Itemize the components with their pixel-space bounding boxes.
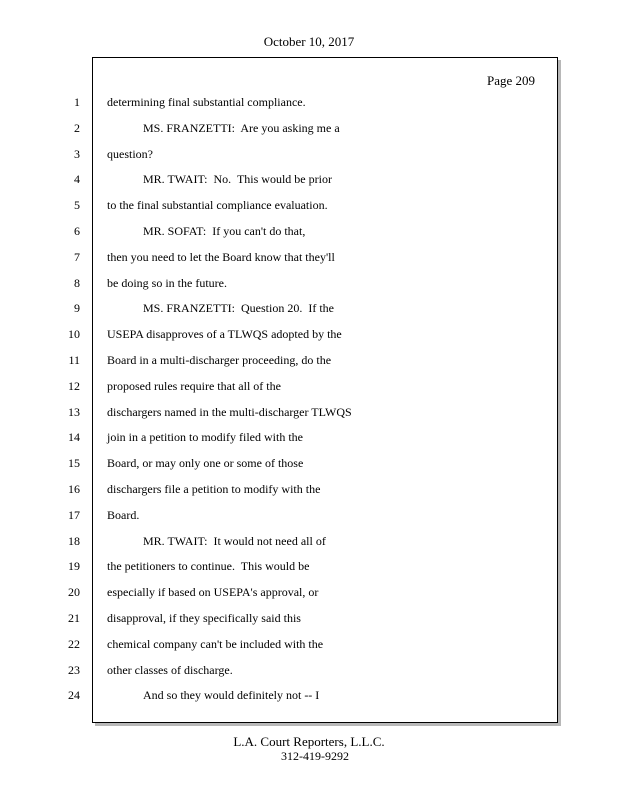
line-text: Board in a multi-discharger proceeding, do the: [107, 353, 332, 367]
line-text: chemical company can't be included with the: [107, 637, 324, 651]
line-text: dischargers file a petition to modify with the: [107, 482, 321, 496]
line-number: 17: [68, 508, 80, 522]
line-text: MS. FRANZETTI: Question 20. If the: [143, 301, 334, 315]
line-number: 23: [68, 663, 80, 677]
page-number: Page 209: [486, 73, 535, 88]
line-number: 2: [74, 121, 80, 135]
line-text: question?: [107, 147, 153, 161]
line-text: disapproval, if they specifically said this: [107, 611, 301, 625]
line-text: proposed rules require that all of the: [107, 379, 281, 393]
line-number: 6: [74, 224, 80, 238]
line-text: other classes of discharge.: [107, 663, 233, 677]
line-number: 5: [74, 198, 80, 212]
line-text: MR. TWAIT: No. This would be prior: [143, 172, 332, 186]
line-number: 22: [68, 637, 80, 651]
line-number: 1: [74, 95, 80, 109]
line-text: determining final substantial compliance.: [107, 95, 306, 109]
line-number: 14: [68, 430, 80, 444]
line-text: MR. TWAIT: It would not need all of: [143, 534, 326, 548]
line-number: 24: [68, 688, 80, 702]
line-text: especially if based on USEPA's approval, or: [107, 585, 319, 599]
line-text: then you need to let the Board know that they'll: [107, 250, 335, 264]
line-number: 4: [74, 172, 80, 186]
line-number: 20: [68, 585, 80, 599]
line-text: dischargers named in the multi-discharger TLWQS: [107, 405, 352, 419]
line-number: 11: [68, 353, 80, 367]
line-text: And so they would definitely not -- I: [143, 688, 320, 702]
line-number: 21: [68, 611, 80, 625]
line-text: to the final substantial compliance evaluation.: [107, 198, 328, 212]
line-number: 7: [74, 250, 80, 264]
line-number: 19: [68, 559, 80, 573]
line-number: 18: [68, 534, 80, 548]
line-number: 16: [68, 482, 80, 496]
line-number: 3: [74, 147, 80, 161]
line-text: the petitioners to continue. This would be: [107, 559, 310, 573]
line-number: 13: [68, 405, 80, 419]
line-text: be doing so in the future.: [107, 276, 227, 290]
header-date: October 10, 2017: [263, 34, 355, 49]
line-text: Board, or may only one or some of those: [107, 456, 304, 470]
line-text: USEPA disapproves of a TLWQS adopted by the: [107, 327, 342, 341]
footer-company: L.A. Court Reporters, L.L.C.: [233, 734, 385, 749]
line-number: 8: [74, 276, 80, 290]
line-number: 12: [68, 379, 80, 393]
line-number: 9: [74, 301, 80, 315]
line-number: 10: [68, 327, 80, 341]
line-text: Board.: [107, 508, 140, 522]
line-text: join in a petition to modify filed with the: [107, 430, 303, 444]
line-text: MS. FRANZETTI: Are you asking me a: [143, 121, 340, 135]
line-text: MR. SOFAT: If you can't do that,: [143, 224, 306, 238]
line-number: 15: [68, 456, 80, 470]
footer-phone: 312-419-9292: [281, 749, 349, 763]
